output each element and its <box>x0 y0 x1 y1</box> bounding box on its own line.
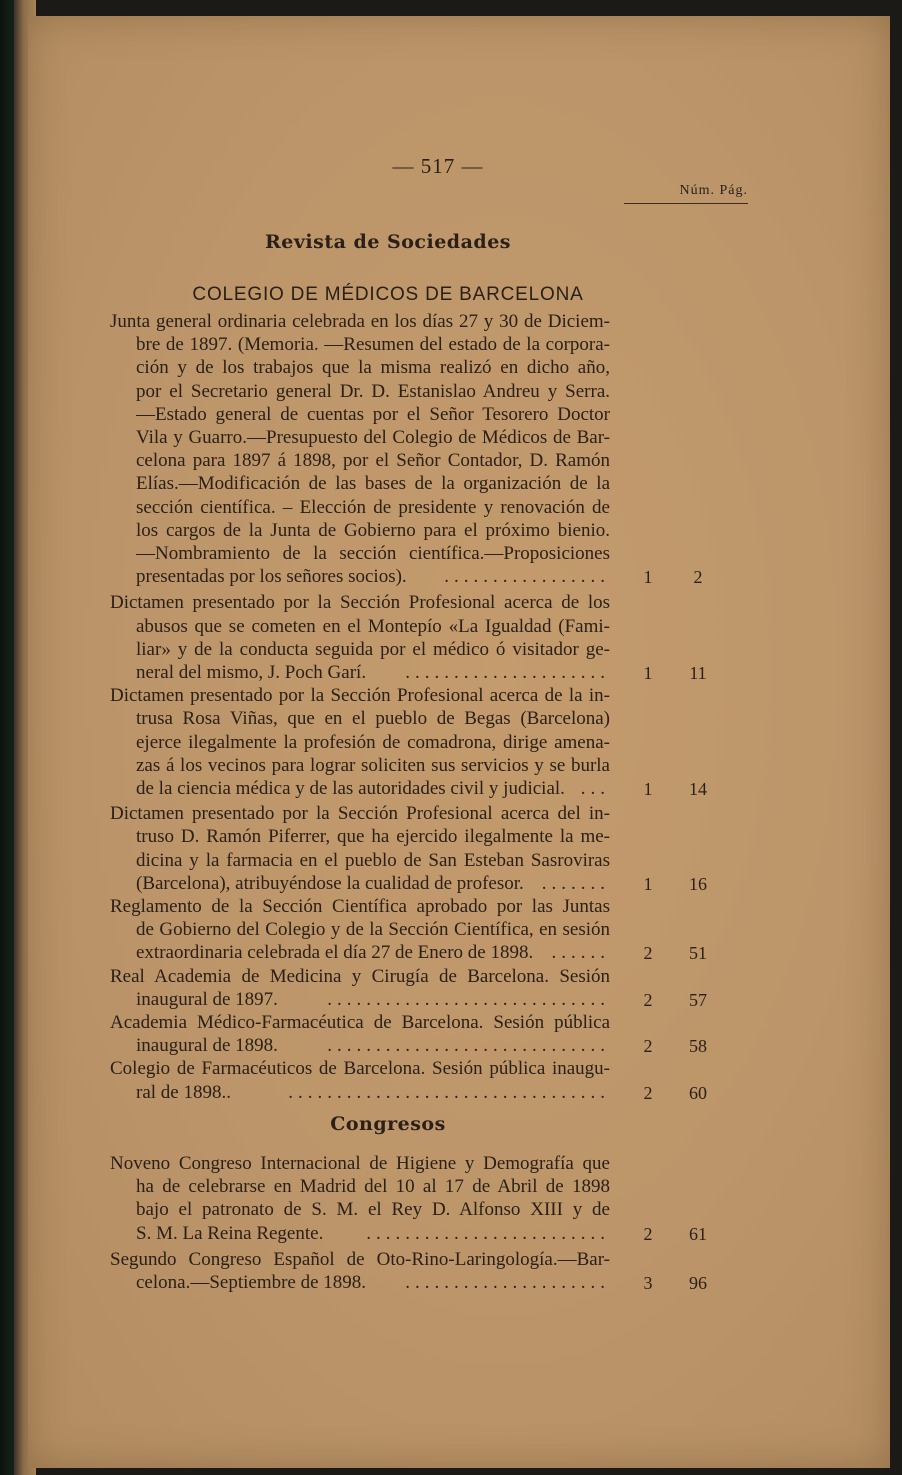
entry-first-line: Dictamen presentado por la Sección Profesional acerca de los <box>110 592 610 613</box>
issue-number: 2 <box>643 990 653 1010</box>
entry-first-line: Junta general ordinaria celebrada en los días 27 y 30 de Diciem- <box>110 311 610 332</box>
entry-first-line: Reglamento de la Sección Científica aprobado por las Juntas <box>110 896 610 917</box>
entry-continuation-line: de Gobierno del Colegio y de la Sección Científica, en sesión <box>136 919 610 940</box>
document-page <box>28 16 890 1468</box>
entry-continuation-line: inaugural de 1898. <box>136 1035 278 1056</box>
entry-first-line: Segundo Congreso Español de Oto-Rino-Laringología.—Bar- <box>110 1249 610 1270</box>
issue-number: 1 <box>643 874 653 894</box>
section-title-sociedades: Revista de Sociedades <box>265 231 511 253</box>
entry-continuation-line: liar» y de la conducta seguida por el médico ó visitador ge- <box>136 639 610 660</box>
entry-first-line: Real Academia de Medicina y Cirugía de Barcelona. Sesión <box>110 966 610 987</box>
entry-continuation-line: trusa Rosa Viñas, que en el pueblo de Begas (Barcelona) <box>136 708 610 729</box>
entry-first-line: Colegio de Farmacéuticos de Barcelona. Sesión pública inaugu- <box>110 1058 610 1079</box>
entry-continuation-line: S. M. La Reina Regente. <box>136 1223 324 1244</box>
entry-continuation-line: ral de 1898.. <box>136 1082 231 1103</box>
issue-number: 1 <box>643 567 653 587</box>
issue-number: 2 <box>643 1224 653 1244</box>
page-reference: 51 <box>689 943 707 963</box>
entry-continuation-line: bre de 1897. (Memoria. —Resumen del estado de la corpora- <box>136 334 610 355</box>
page-reference: 14 <box>689 779 707 799</box>
column-header: Núm. Pág. <box>624 183 748 204</box>
entry-continuation-line: Vila y Guarro.—Presupuesto del Colegio de Médicos de Bar- <box>136 427 610 448</box>
entry-continuation-line: zas á los vecinos para lograr soliciten sus servicios y se burla <box>136 755 610 776</box>
dot-leader: ... <box>580 778 610 799</box>
issue-number: 1 <box>643 779 653 799</box>
page-reference: 60 <box>689 1083 707 1103</box>
entry-continuation-line: presentadas por los señores socios). <box>136 566 407 587</box>
page-reference: 16 <box>689 874 707 894</box>
page-reference: 11 <box>689 663 707 683</box>
dot-leader: ..................... <box>405 1272 610 1293</box>
entry-continuation-line: por el Secretario general Dr. D. Estanislao Andreu y Serra. <box>136 381 610 402</box>
dot-leader: ................. <box>444 566 610 587</box>
entry-continuation-line: inaugural de 1897. <box>136 989 278 1010</box>
entry-continuation-line: sección científica. – Elección de presidente y renovación de <box>136 497 610 518</box>
dot-leader: ...... <box>551 942 610 963</box>
entry-continuation-line: neral del mismo, J. Poch Garí. <box>136 662 367 683</box>
issue-number: 1 <box>643 663 653 683</box>
entry-continuation-line: Elías.—Modificación de las bases de la organización de la <box>136 473 610 494</box>
issue-number: 3 <box>643 1273 653 1293</box>
dot-leader: ..................... <box>405 662 610 683</box>
page-reference: 96 <box>689 1273 707 1293</box>
entry-continuation-line: bajo el patronato de S. M. el Rey D. Alfonso XIII y de <box>136 1199 610 1220</box>
dot-leader: ....... <box>541 873 610 894</box>
entry-continuation-line: celona.—Septiembre de 1898. <box>136 1272 367 1293</box>
section-title-congresos: Congresos <box>330 1113 446 1135</box>
entry-first-line: Academia Médico-Farmacéutica de Barcelona. Sesión pública <box>110 1012 610 1033</box>
issue-number: 2 <box>643 1036 653 1056</box>
entry-continuation-line: truso D. Ramón Piferrer, que ha ejercido ilegalmente la me- <box>136 826 610 847</box>
entry-first-line: Noveno Congreso Internacional de Higiene y Demografía que <box>110 1153 610 1174</box>
page-reference: 2 <box>693 567 703 587</box>
page-reference: 58 <box>689 1036 707 1056</box>
entry-continuation-line: —Nombramiento de la sección científica.—Proposiciones <box>136 543 610 564</box>
subsection-title-colegio: COLEGIO DE MÉDICOS DE BARCELONA <box>192 284 584 305</box>
page-number: — 517 — <box>392 154 484 178</box>
dot-leader: ......................... <box>366 1223 610 1244</box>
entry-continuation-line: ha de celebrarse en Madrid del 10 al 17 de Abril de 1898 <box>136 1176 610 1197</box>
issue-number: 2 <box>643 943 653 963</box>
issue-number: 2 <box>643 1083 653 1103</box>
entry-continuation-line: (Barcelona), atribuyéndose la cualidad de profesor. <box>136 873 524 894</box>
dot-leader: ............................. <box>327 1035 610 1056</box>
entry-continuation-line: extraordinaria celebrada el día 27 de Enero de 1898. <box>136 942 534 963</box>
page-reference: 61 <box>689 1224 707 1244</box>
dot-leader: ................................. <box>288 1082 610 1103</box>
entry-continuation-line: de la ciencia médica y de las autoridades civil y judicial. <box>136 778 565 799</box>
entry-continuation-line: ejerce ilegalmente la profesión de comadrona, dirige amena- <box>136 732 610 753</box>
dot-leader: ............................. <box>327 989 610 1010</box>
entry-continuation-line: los cargos de la Junta de Gobierno para el próximo bienio. <box>136 520 610 541</box>
entry-continuation-line: ción y de los trabajos que la misma realizó en dicho año, <box>136 357 610 378</box>
entry-first-line: Dictamen presentado por la Sección Profesional acerca del in- <box>110 803 610 824</box>
entry-continuation-line: dicina y la farmacia en el pueblo de San Esteban Sasroviras <box>136 850 610 871</box>
entry-first-line: Dictamen presentado por la Sección Profesional acerca de la in- <box>110 685 610 706</box>
page-reference: 57 <box>689 990 707 1010</box>
entry-continuation-line: celona para 1897 á 1898, por el Señor Contador, D. Ramón <box>136 450 610 471</box>
entry-continuation-line: —Estado general de cuentas por el Señor Tesorero Doctor <box>136 404 610 425</box>
entry-continuation-line: abusos que se cometen en el Montepío «La Igualdad (Fami- <box>136 616 610 637</box>
